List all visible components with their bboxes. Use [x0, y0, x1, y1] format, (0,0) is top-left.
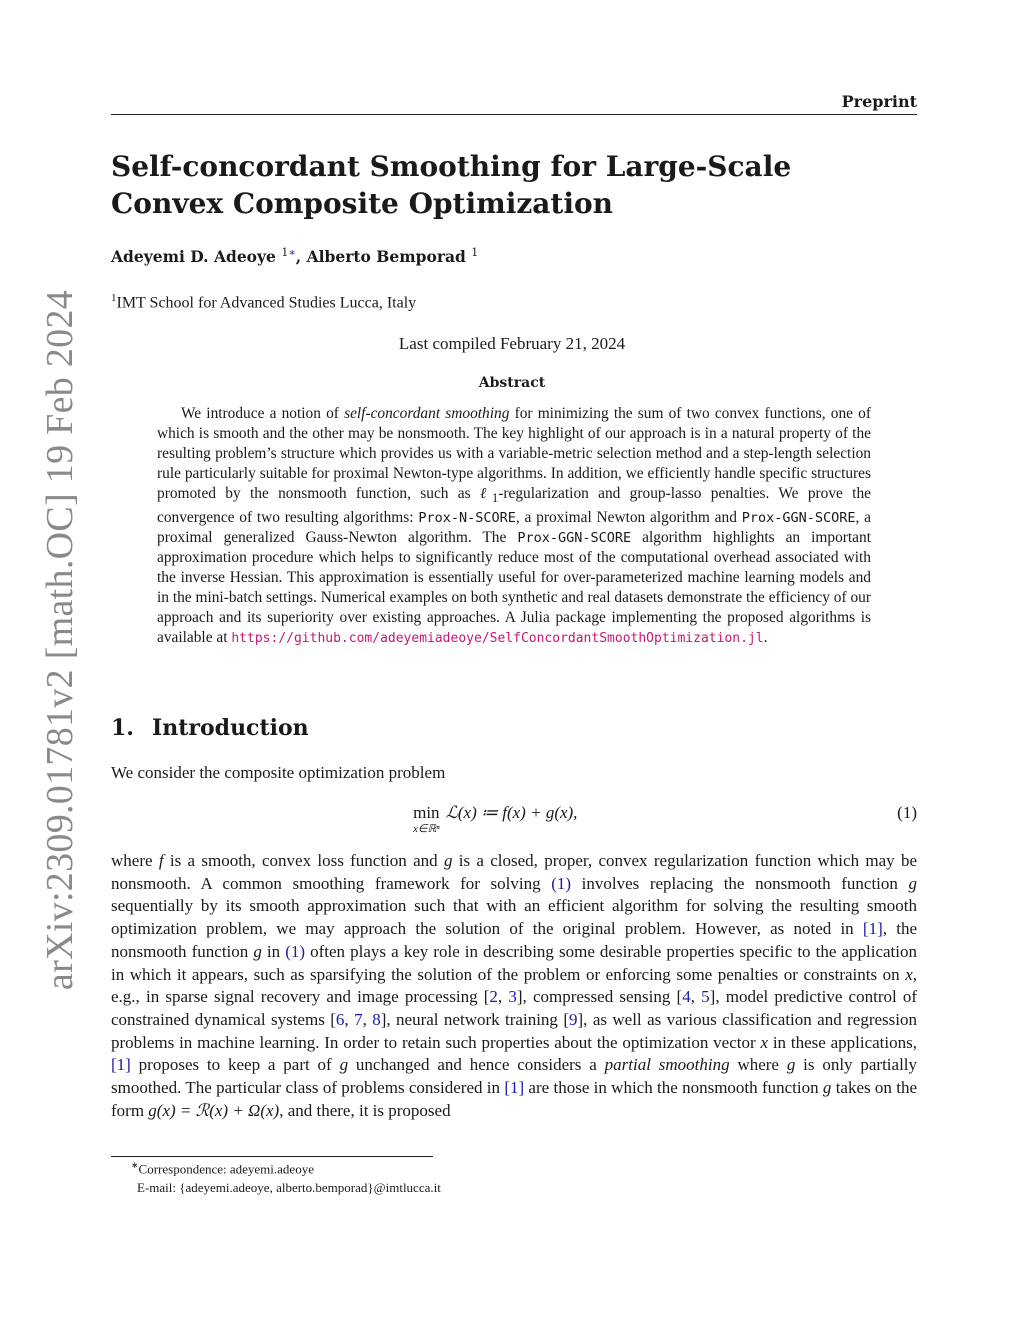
citation-link[interactable]: [1]: [504, 1078, 525, 1098]
author-name: Alberto Bemporad: [306, 247, 466, 267]
citation-link[interactable]: [1]: [862, 919, 883, 939]
intro-paragraph: where f is a smooth, convex loss function and g is a closed, proper, convex regularization function which may be nonsmooth. A common smoothing framework for solving (1) involves replacing the nonsmooth function g sequentially by its smooth approximation such that with an efficient algorithm for solving the resulting smooth optimization problem, we may approach the solution of the original problem. However, as noted in [1], the nonsmooth function g in (1) often plays a key role in describing some desirable properties specific to the application in which it appears, such as sparsifying the solution of the problem or enforcing some penalties or constraints on x, e.g., in sparse signal recovery and image processing [2, 3], compressed sensing [4, 5], model predictive control of constrained dynamical systems [6, 7, 8], neural network training [9], as well as various classification and regression problems in machine learning. In order to retain such properties about the optimization vector x in these applications, [1] proposes to keep a part of g unchanged and hence considers a partial smoothing where g is only partially smoothed. The particular class of problems considered in [1] are those in which the nonsmooth function g takes on the form g(x) = ℛ(x) + Ω(x), and there, it is proposed: [111, 851, 918, 1120]
correspondence-mark[interactable]: ∗: [288, 246, 296, 259]
equation-ref[interactable]: (1): [285, 941, 306, 961]
citation-link[interactable]: [1]: [111, 1055, 131, 1075]
header-rule: [111, 114, 917, 115]
inline-math: g(x) = ℛ(x) + Ω(x): [148, 1100, 280, 1120]
author-name: Adeyemi D. Adeoye: [111, 247, 276, 267]
equation-expression: ℒ(x) ≔ f(x) + g(x),: [445, 803, 578, 822]
abstract-heading: Abstract: [478, 375, 546, 391]
algorithm-name: Prox-GGN-SCORE: [517, 530, 632, 547]
min-operator: min x∈ℝⁿ: [413, 803, 440, 835]
equation-1: [0, 803, 1024, 839]
citation-link[interactable]: 8: [372, 1009, 381, 1029]
algorithm-name: Prox-GGN-SCORE: [741, 510, 856, 527]
compiled-date: Last compiled February 21, 2024: [398, 334, 626, 353]
author-list: Adeyemi D. Adeoye $^{1∗}$, Alberto Bemporad $^1$: [111, 246, 479, 267]
section-heading-introduction: 1. Introduction: [111, 715, 309, 741]
github-link[interactable]: https://github.com/adeyemiadeoye/SelfConcordantSmoothOptimization.jl: [231, 631, 764, 647]
author-affil-mark: 1: [471, 246, 479, 259]
citation-link[interactable]: 3: [508, 987, 517, 1007]
algorithm-name: Prox-N-SCORE: [418, 510, 516, 527]
citation-link[interactable]: 2: [489, 987, 498, 1007]
citation-link[interactable]: 6: [335, 1009, 345, 1029]
citation-link[interactable]: 9: [569, 1009, 578, 1029]
equation-label: (1): [897, 803, 917, 822]
affiliation: $^1$IMT School for Advanced Studies Lucca, Italy: [111, 292, 417, 312]
footnote-email: E-mail: {adeyemi.adeoye, alberto.bemporad}@imtlucca.it: [137, 1180, 441, 1195]
emphasis: partial smoothing: [604, 1055, 730, 1075]
equation-ref[interactable]: (1): [551, 873, 572, 893]
paper-title: Self-concordant Smoothing for Large-Scale Convex Composite Optimization: [111, 150, 792, 220]
arxiv-side-label: arXiv:2309.01781v2 [math.OC] 19 Feb 2024: [39, 289, 81, 991]
citation-link[interactable]: 4: [682, 987, 691, 1007]
emphasis: self-concordant smoothing: [344, 405, 510, 422]
citation-link[interactable]: 7: [354, 1009, 363, 1029]
intro-lead-sentence: We consider the composite optimization problem: [111, 763, 446, 782]
author-affil-mark: 1∗: [281, 246, 296, 259]
header-preprint-label: Preprint: [841, 92, 917, 111]
footnote-correspondence: ∗Correspondence: adeyemi.adeoye: [131, 1160, 314, 1177]
footnote-rule: [111, 1156, 433, 1157]
abstract-body: We introduce a notion of self-concordant smoothing for minimizing the sum of two convex functions, one of which is smooth and the other may be nonsmooth. The key highlight of our approach is in a natural property of the resulting problem’s structure which provides us with a variable-metric selection method and a step-length selection rule particularly suitable for proximal Newton-type algorithms. In addition, we efficiently handle specific structures promoted by the nonsmooth function, such as ℓ$_1$-regularization and group-lasso penalties. We prove the convergence of two resulting algorithms: Prox-N-SCORE, a proximal Newton algorithm and Prox-GGN-SCORE, a proximal generalized Gauss-Newton algorithm. The Prox-GGN-SCORE algorithm highlights an important approximation procedure which helps to significantly reduce most of the computational overhead associated with the inverse Hessian. This approximation is essentially useful for over-parameterized machine learning models and in the mini-batch settings. Numerical examples on both synthetic and real datasets demonstrate the efficiency of our approach and its superiority over existing approaches. A Julia package implementing the proposed algorithms is available at https://github.com/adeyemiadeoye/SelfConcordantSmoothOptimization.jl.: [157, 405, 871, 647]
citation-link[interactable]: 5: [701, 987, 710, 1007]
